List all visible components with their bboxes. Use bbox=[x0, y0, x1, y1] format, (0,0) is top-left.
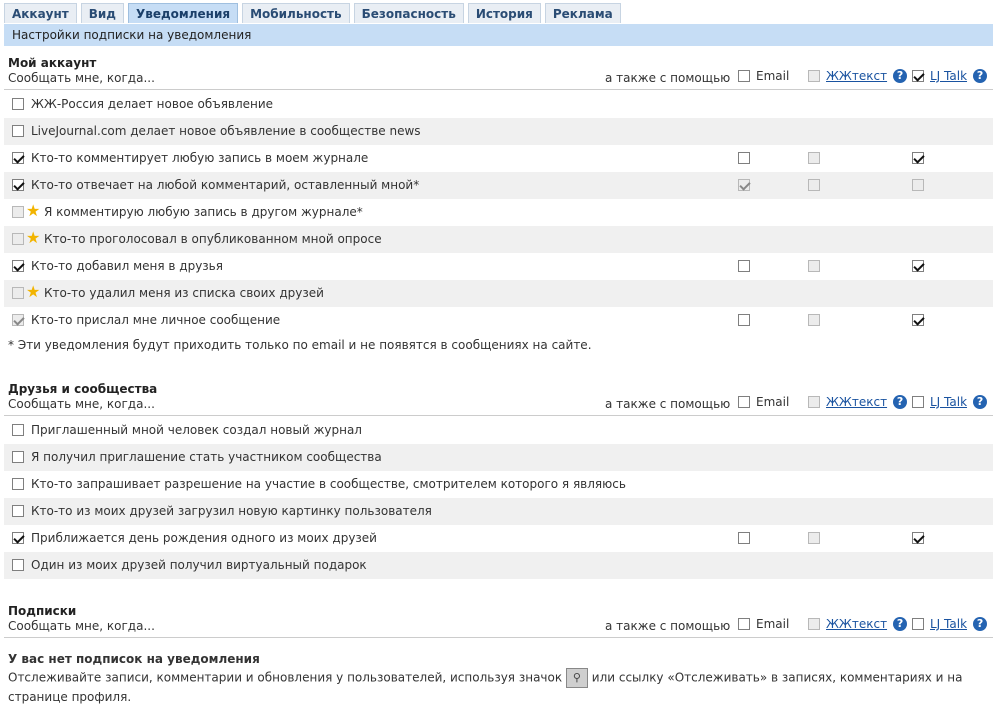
notification-row bbox=[4, 471, 993, 498]
ljtalk-column-header bbox=[912, 617, 987, 631]
also-via-label: а также с помощью bbox=[605, 619, 731, 633]
row-ljtext-checkbox bbox=[808, 532, 820, 544]
also-via-label: а также с помощью bbox=[605, 397, 731, 411]
notify-me-label: Сообщать мне, когда... bbox=[8, 71, 155, 85]
settings-banner: Настройки подписки на уведомления bbox=[4, 24, 993, 46]
row-label: Я комментирую любую запись в другом журнале* bbox=[44, 205, 363, 219]
row-checkbox[interactable] bbox=[12, 125, 24, 137]
tab-account[interactable]: Аккаунт bbox=[4, 3, 77, 23]
help-icon[interactable]: ? bbox=[973, 617, 987, 631]
tab-ads[interactable]: Реклама bbox=[545, 3, 621, 23]
section-title-account: Мой аккаунт bbox=[8, 56, 97, 70]
row-checkbox bbox=[12, 233, 24, 245]
row-ljtext-checkbox bbox=[808, 179, 820, 191]
email-column-header bbox=[738, 617, 789, 631]
row-ljtext-checkbox bbox=[808, 152, 820, 164]
tab-history[interactable]: История bbox=[468, 3, 541, 23]
no-subscriptions-text-part2: или ссылку «Отслеживать» в записях, комментариях и на странице профиля. bbox=[8, 670, 963, 704]
no-subscriptions-title: У вас нет подписок на уведомления bbox=[8, 652, 260, 666]
help-icon[interactable]: ? bbox=[893, 395, 907, 409]
row-label: Я получил приглашение стать участником сообщества bbox=[31, 450, 382, 464]
email-column-header bbox=[738, 69, 789, 83]
row-checkbox[interactable] bbox=[12, 179, 24, 191]
row-ljtalk-checkbox bbox=[912, 179, 924, 191]
section-title-subscriptions: Подписки bbox=[8, 604, 77, 618]
row-checkbox[interactable] bbox=[12, 98, 24, 110]
email-label: Email bbox=[756, 617, 790, 631]
notification-row bbox=[4, 417, 993, 444]
ljtext-column-header bbox=[808, 395, 907, 409]
row-checkbox[interactable] bbox=[12, 260, 24, 272]
ljtalk-column-header bbox=[912, 395, 987, 409]
notification-row bbox=[4, 307, 993, 334]
notification-row bbox=[4, 280, 993, 307]
row-label: LiveJournal.com делает новое объявление в сообществе news bbox=[31, 124, 421, 138]
row-label: Кто-то запрашивает разрешение на участие в сообществе, смотрителем которого я являюсь bbox=[31, 477, 626, 491]
row-label: Кто-то отвечает на любой комментарий, оставленный мной* bbox=[31, 178, 420, 192]
row-email-checkbox[interactable] bbox=[738, 532, 750, 544]
ljtext-link[interactable]: ЖЖтекст bbox=[826, 69, 888, 83]
row-label: Кто-то проголосовал в опубликованном мной опросе bbox=[44, 232, 382, 246]
paid-star-icon: ★ bbox=[26, 228, 41, 247]
settings-tabs bbox=[4, 3, 621, 25]
row-ljtalk-checkbox[interactable] bbox=[912, 260, 924, 272]
row-email-checkbox bbox=[738, 179, 750, 191]
help-icon[interactable]: ? bbox=[893, 69, 907, 83]
track-icon: ⚲ bbox=[566, 668, 588, 688]
row-ljtalk-checkbox[interactable] bbox=[912, 532, 924, 544]
row-checkbox bbox=[12, 287, 24, 299]
row-checkbox[interactable] bbox=[12, 478, 24, 490]
row-checkbox[interactable] bbox=[12, 152, 24, 164]
notification-row bbox=[4, 226, 993, 253]
email-all-checkbox[interactable] bbox=[738, 618, 750, 630]
also-via-label: а также с помощью bbox=[605, 71, 731, 85]
row-checkbox bbox=[12, 206, 24, 218]
tab-security[interactable]: Безопасность bbox=[354, 3, 464, 23]
row-ljtalk-checkbox[interactable] bbox=[912, 314, 924, 326]
section-divider bbox=[4, 415, 993, 416]
email-label: Email bbox=[756, 395, 790, 409]
help-icon[interactable]: ? bbox=[973, 395, 987, 409]
ljtalk-link[interactable]: LJ Talk bbox=[930, 69, 968, 83]
ljtext-column-header bbox=[808, 69, 907, 83]
ljtalk-link[interactable]: LJ Talk bbox=[930, 617, 968, 631]
row-label: Приближается день рождения одного из моих друзей bbox=[31, 531, 377, 545]
row-email-checkbox[interactable] bbox=[738, 260, 750, 272]
notification-row bbox=[4, 444, 993, 471]
ljtext-column-header bbox=[808, 617, 907, 631]
ljtext-all-checkbox bbox=[808, 70, 820, 82]
row-checkbox[interactable] bbox=[12, 424, 24, 436]
no-subscriptions-text-part1: Отслеживайте записи, комментарии и обновления у пользователей, используя значок bbox=[8, 670, 563, 685]
notify-me-label: Сообщать мне, когда... bbox=[8, 619, 155, 633]
ljtext-all-checkbox bbox=[808, 618, 820, 630]
notification-row bbox=[4, 552, 993, 579]
row-ljtext-checkbox bbox=[808, 314, 820, 326]
email-label: Email bbox=[756, 69, 790, 83]
row-label: Кто-то добавил меня в друзья bbox=[31, 259, 223, 273]
ljtalk-all-checkbox[interactable] bbox=[912, 618, 924, 630]
notification-row bbox=[4, 199, 993, 226]
row-label: Приглашенный мной человек создал новый журнал bbox=[31, 423, 362, 437]
notification-row bbox=[4, 172, 993, 199]
notification-row bbox=[4, 525, 993, 552]
notify-me-label: Сообщать мне, когда... bbox=[8, 397, 155, 411]
email-only-note: * Эти уведомления будут приходить только по email и не появятся в сообщениях на сайте. bbox=[8, 338, 592, 352]
email-all-checkbox[interactable] bbox=[738, 70, 750, 82]
paid-star-icon: ★ bbox=[26, 201, 41, 220]
tab-mobile[interactable]: Мобильность bbox=[242, 3, 350, 23]
row-checkbox[interactable] bbox=[12, 559, 24, 571]
ljtalk-all-checkbox[interactable] bbox=[912, 396, 924, 408]
help-icon[interactable]: ? bbox=[973, 69, 987, 83]
ljtalk-all-checkbox[interactable] bbox=[912, 70, 924, 82]
ljtalk-column-header bbox=[912, 69, 987, 83]
row-label: Кто-то из моих друзей загрузил новую картинку пользователя bbox=[31, 504, 432, 518]
tab-notifications[interactable]: Уведомления bbox=[128, 3, 238, 23]
ljtext-link[interactable]: ЖЖтекст bbox=[826, 617, 888, 631]
no-subscriptions-text bbox=[8, 668, 978, 707]
notification-row bbox=[4, 498, 993, 525]
section-divider bbox=[4, 637, 993, 638]
row-ljtext-checkbox bbox=[808, 260, 820, 272]
row-checkbox[interactable] bbox=[12, 451, 24, 463]
section-divider bbox=[4, 89, 993, 90]
row-label: Кто-то комментирует любую запись в моем журнале bbox=[31, 151, 369, 165]
tab-view[interactable]: Вид bbox=[81, 3, 124, 23]
help-icon[interactable]: ? bbox=[893, 617, 907, 631]
ljtext-link[interactable]: ЖЖтекст bbox=[826, 395, 888, 409]
row-email-checkbox[interactable] bbox=[738, 314, 750, 326]
row-checkbox[interactable] bbox=[12, 532, 24, 544]
notification-row bbox=[4, 253, 993, 280]
row-label: Кто-то удалил меня из списка своих друзей bbox=[44, 286, 324, 300]
ljtalk-link[interactable]: LJ Talk bbox=[930, 395, 968, 409]
paid-star-icon: ★ bbox=[26, 282, 41, 301]
row-ljtalk-checkbox[interactable] bbox=[912, 152, 924, 164]
row-label: ЖЖ-Россия делает новое объявление bbox=[31, 97, 274, 111]
email-column-header bbox=[738, 395, 789, 409]
row-email-checkbox[interactable] bbox=[738, 152, 750, 164]
notification-row bbox=[4, 118, 993, 145]
notification-row bbox=[4, 91, 993, 118]
notification-row bbox=[4, 145, 993, 172]
ljtext-all-checkbox bbox=[808, 396, 820, 408]
row-checkbox bbox=[12, 314, 24, 326]
row-checkbox[interactable] bbox=[12, 505, 24, 517]
section-title-friends: Друзья и сообщества bbox=[8, 382, 158, 396]
row-label: Кто-то прислал мне личное сообщение bbox=[31, 313, 281, 327]
email-all-checkbox[interactable] bbox=[738, 396, 750, 408]
row-label: Один из моих друзей получил виртуальный подарок bbox=[31, 558, 367, 572]
